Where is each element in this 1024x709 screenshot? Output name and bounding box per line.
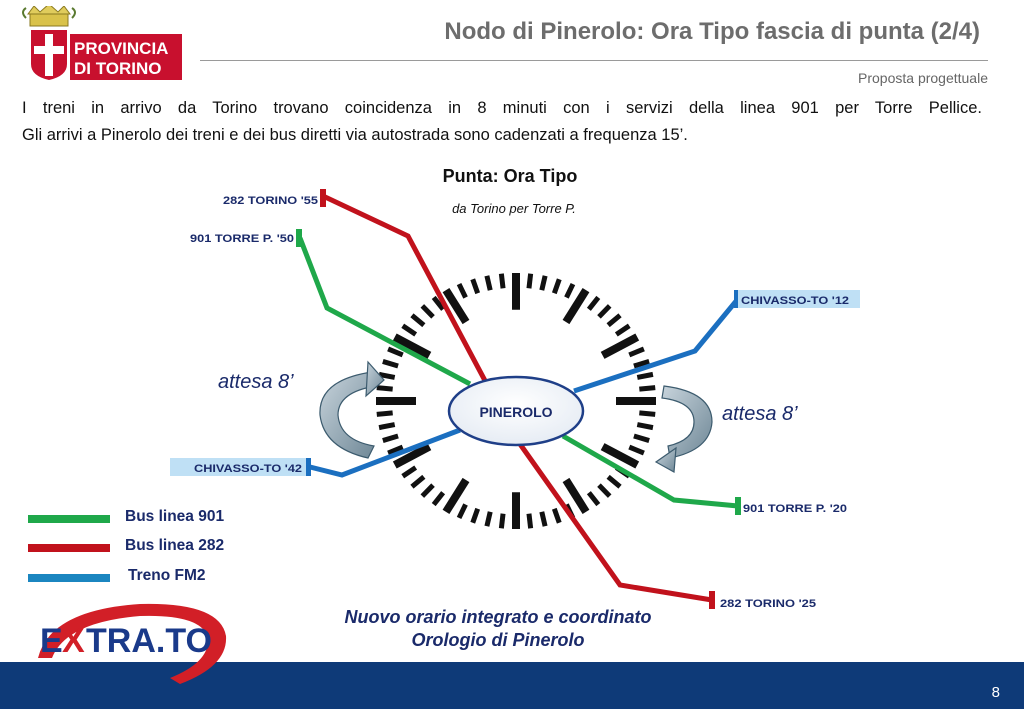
clock-minute-tick bbox=[379, 425, 395, 428]
diagram-caption bbox=[300, 606, 696, 652]
legend-label-fm2: Treno FM2 bbox=[128, 567, 206, 584]
clock-minute-tick bbox=[473, 509, 478, 523]
logo-text-line1: PROVINCIA bbox=[74, 39, 169, 58]
legend-swatch-fm2 bbox=[28, 574, 110, 582]
diagram-subtitle: da Torino per Torre P. bbox=[452, 201, 576, 216]
route-fm2-out bbox=[574, 300, 737, 391]
legend-item-fm2 bbox=[28, 567, 288, 587]
clock-minute-tick bbox=[637, 374, 653, 377]
endcap-torre-20 bbox=[735, 497, 741, 515]
endcap-torino-25 bbox=[709, 591, 715, 609]
wait-label-left: attesa 8’ bbox=[218, 371, 294, 393]
intro-line-1: I treni in arrivo da Torino trovano coincidenza in 8 minuti con i servizi della linea 901 per Torre Pellice. bbox=[22, 99, 982, 117]
clock-minute-tick bbox=[529, 514, 531, 529]
pinerolo-label: PINEROLO bbox=[479, 404, 553, 420]
clock-minute-tick bbox=[403, 468, 416, 477]
endcap-torre-50 bbox=[296, 229, 302, 247]
label-torino-25: 282 TORINO '25 bbox=[720, 598, 816, 610]
clock-minute-tick bbox=[599, 306, 610, 317]
clock-minute-tick bbox=[383, 361, 398, 366]
label-chivasso-42: CHIVASSO-TO '42 bbox=[194, 463, 302, 475]
clock-minute-tick bbox=[589, 297, 598, 309]
wait-arrow-left-icon bbox=[320, 362, 384, 458]
extra-brand-suffix: TRA.TO bbox=[86, 622, 212, 660]
clock-minute-tick bbox=[608, 477, 620, 487]
page-subtitle: Proposta progettuale bbox=[858, 70, 988, 86]
endcap-torino-55 bbox=[320, 189, 326, 207]
clock-minute-tick bbox=[629, 447, 644, 453]
extra-to-logo bbox=[30, 596, 240, 696]
legend-label-901: Bus linea 901 bbox=[125, 508, 225, 525]
clock-minute-tick bbox=[412, 315, 424, 325]
clock-minute-tick bbox=[616, 326, 629, 335]
diagram-title: Punta: Ora Tipo bbox=[442, 166, 578, 186]
extra-brand-prefix: E bbox=[40, 622, 63, 660]
clock-minute-tick bbox=[639, 413, 655, 415]
label-chivasso-12: CHIVASSO-TO '12 bbox=[741, 295, 849, 307]
legend-label-282: Bus linea 282 bbox=[125, 537, 225, 554]
label-torre-50: 901 TORRE P. '50 bbox=[190, 233, 294, 245]
clock-minute-tick bbox=[487, 512, 490, 526]
clock-minute-tick bbox=[589, 493, 598, 505]
clock-minute-tick bbox=[501, 514, 503, 529]
legend-item-901 bbox=[28, 508, 288, 528]
clock-minute-tick bbox=[608, 315, 620, 325]
caption-line-2: Orologio di Pinerolo bbox=[411, 630, 585, 650]
legend-swatch-901 bbox=[28, 515, 110, 523]
clock-minute-tick bbox=[459, 284, 466, 297]
clock-minute-tick bbox=[639, 388, 655, 390]
clock-minute-tick bbox=[422, 485, 433, 496]
clock-minute-tick bbox=[501, 274, 503, 289]
clock-minute-tick bbox=[473, 279, 478, 293]
caption-line-1: Nuovo orario integrato e coordinato bbox=[344, 607, 652, 627]
page-title: Nodo di Pinerolo: Ora Tipo fascia di punta (2/4) bbox=[444, 18, 980, 45]
clock-minute-tick bbox=[542, 276, 545, 290]
clock-minute-tick bbox=[434, 493, 443, 505]
clock-minute-tick bbox=[566, 284, 573, 297]
clock-minute-tick bbox=[554, 509, 559, 523]
label-torino-55: 282 TORINO '55 bbox=[223, 195, 318, 207]
clock-minute-tick bbox=[629, 349, 644, 355]
wait-label-right: attesa 8’ bbox=[722, 403, 798, 425]
clock-minute-tick bbox=[403, 326, 416, 335]
page-number: 8 bbox=[991, 684, 1000, 701]
label-torre-20: 901 TORRE P. '20 bbox=[743, 503, 847, 515]
wait-arrow-right-icon bbox=[656, 386, 712, 472]
clock-minute-tick bbox=[554, 279, 559, 293]
intro-line-2: Gli arrivi a Pinerolo dei treni e dei bus diretti via autostrada sono cadenzati a frequenza 15’. bbox=[22, 126, 688, 144]
clock-minute-tick bbox=[377, 388, 393, 390]
clock-minute-tick bbox=[377, 413, 393, 415]
clock-minute-tick bbox=[412, 477, 424, 487]
clock-minute-tick bbox=[487, 276, 490, 290]
clock-minute-tick bbox=[637, 425, 653, 428]
legend-swatch-282 bbox=[28, 544, 110, 552]
clock-minute-tick bbox=[422, 306, 433, 317]
clock-minute-tick bbox=[383, 436, 398, 441]
clock-minute-tick bbox=[599, 485, 610, 496]
clock-minute-tick bbox=[634, 436, 649, 441]
clock-minute-tick bbox=[459, 504, 466, 517]
clock-minute-tick bbox=[529, 274, 531, 289]
clock-minute-tick bbox=[542, 512, 545, 526]
logo-text-line2: DI TORINO bbox=[74, 59, 162, 78]
extra-brand-x: X bbox=[62, 622, 85, 660]
legend-item-282 bbox=[28, 537, 288, 557]
